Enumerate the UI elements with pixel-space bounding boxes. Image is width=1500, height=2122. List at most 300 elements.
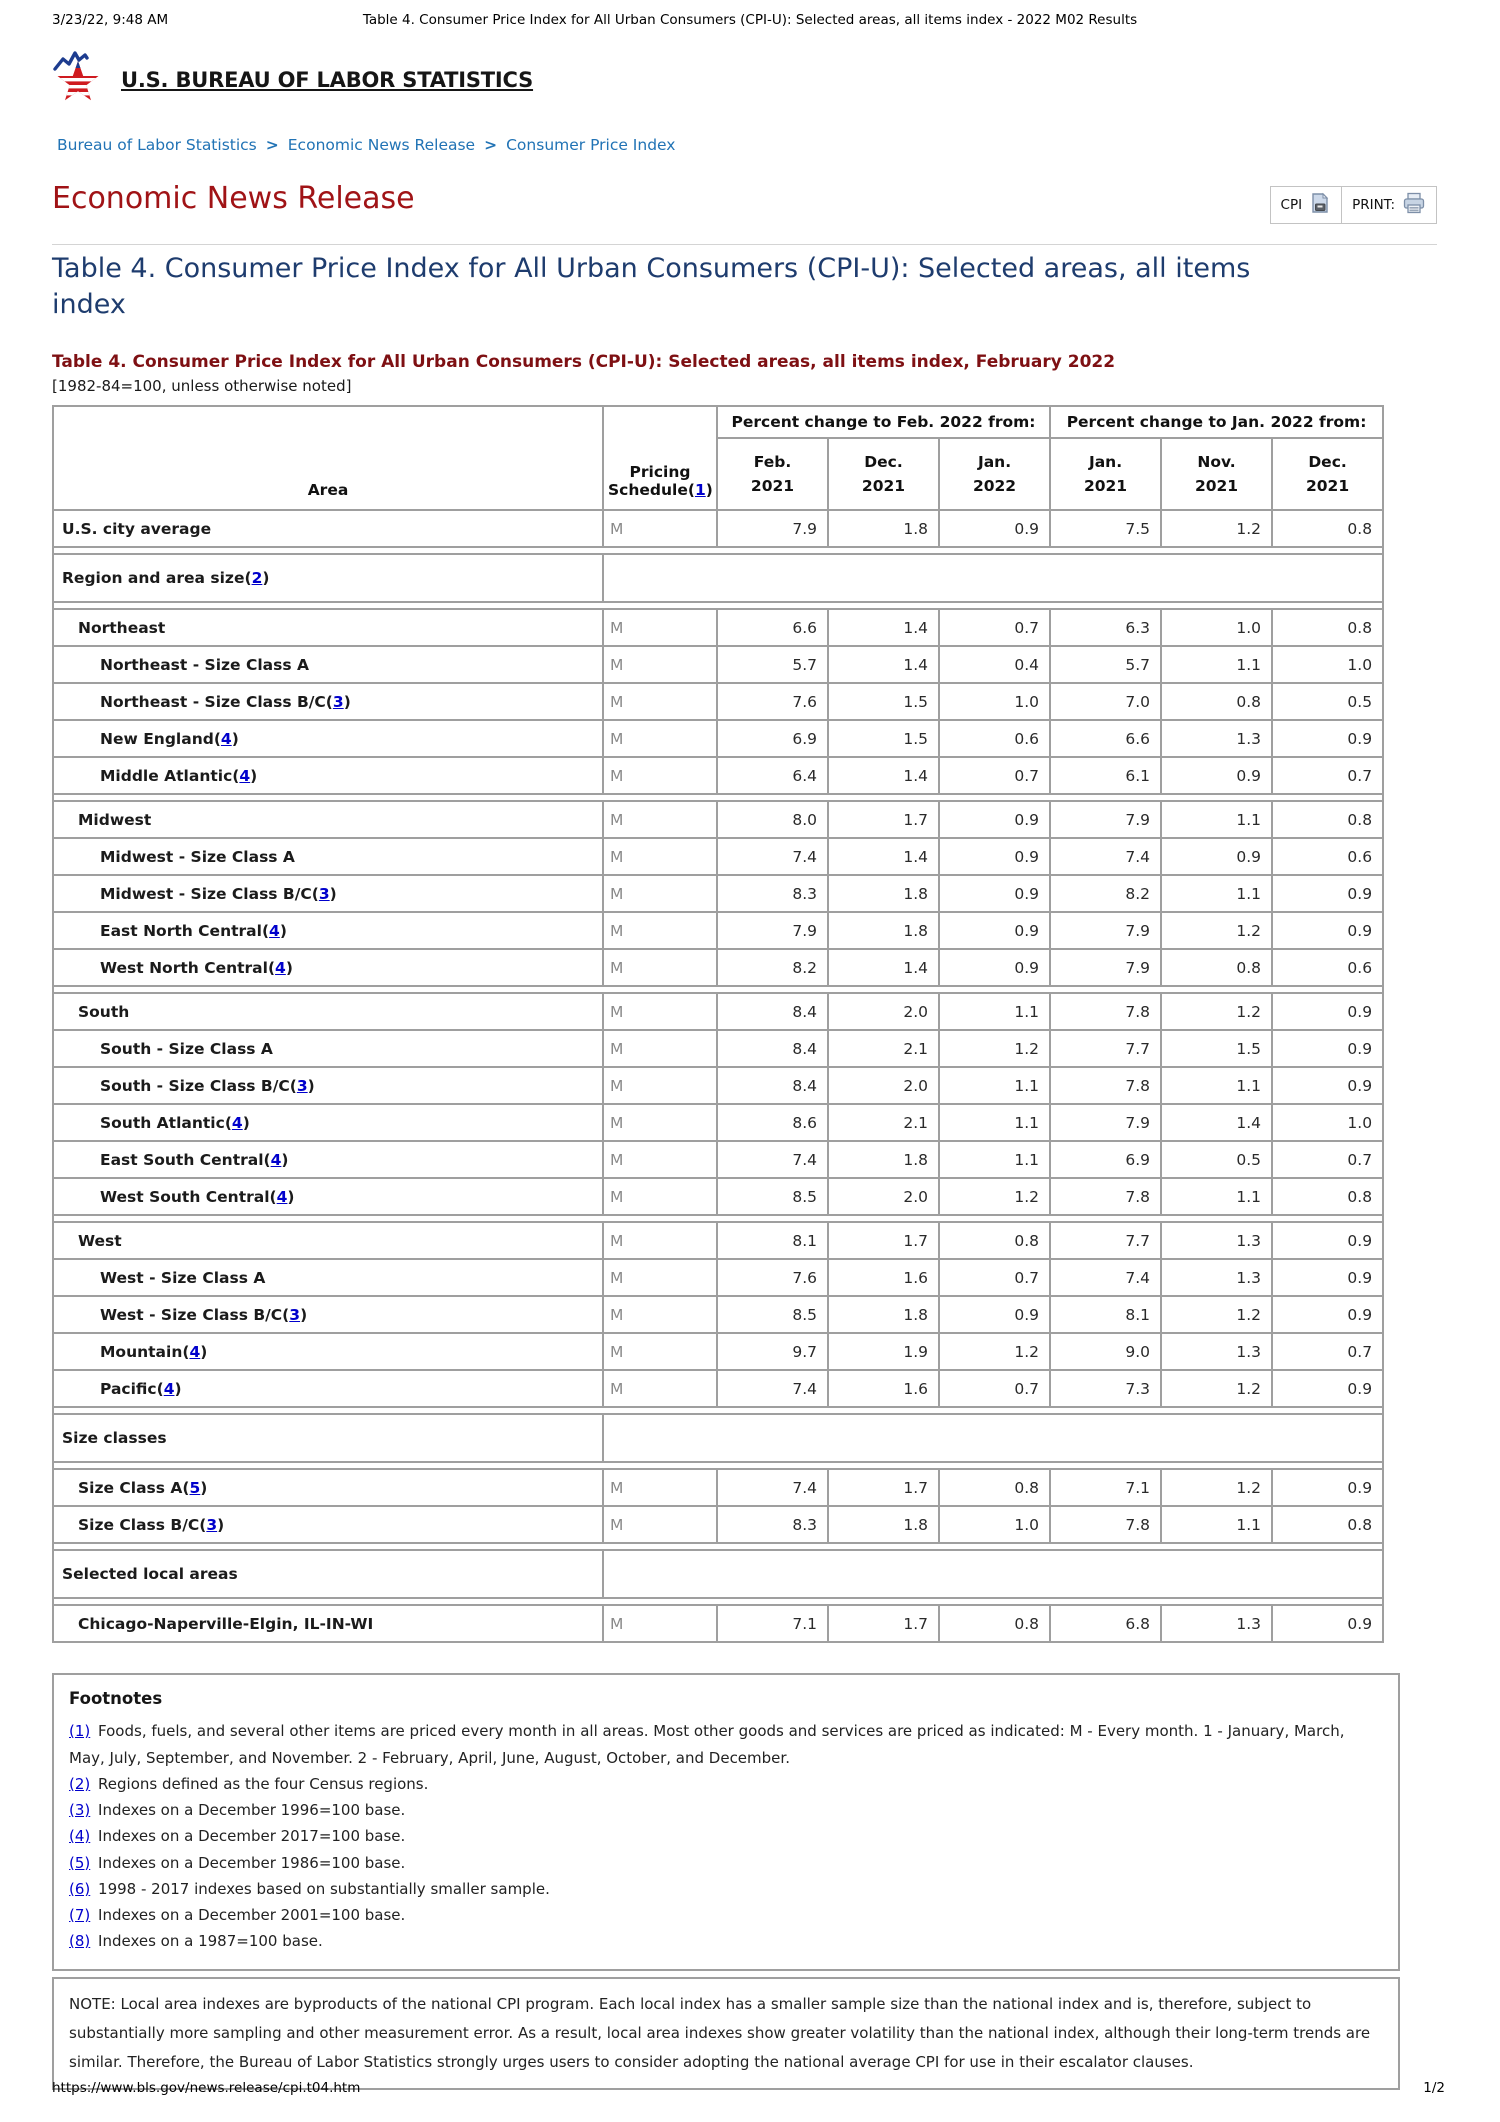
footnote-link[interactable]: 5 — [189, 1478, 201, 1497]
value-cell: 0.9 — [1272, 1222, 1383, 1259]
value-cell: 7.9 — [1050, 949, 1161, 986]
value-cell: 0.8 — [939, 1605, 1050, 1642]
table-head — [53, 406, 1383, 510]
area-label: South — [78, 1002, 130, 1021]
value-cell: 7.9 — [1050, 1104, 1161, 1141]
table-row — [53, 1104, 1383, 1141]
value-cell: 9.7 — [717, 1333, 828, 1370]
area-label: West North Central — [100, 958, 268, 977]
value-cell: 1.0 — [1272, 646, 1383, 683]
footnote-anchor[interactable]: (6) — [69, 1879, 91, 1898]
footnote-anchor[interactable]: (2) — [69, 1774, 91, 1793]
value-cell: 1.6 — [828, 1259, 939, 1296]
spacer-row — [53, 602, 1383, 609]
pricing-schedule-cell: M — [603, 720, 717, 757]
value-cell: 8.4 — [717, 1030, 828, 1067]
page-title: Table 4. Consumer Price Index for All Urban Consumers (CPI-U): Selected areas, all items index — [52, 253, 1251, 320]
table-row — [53, 609, 1383, 646]
value-cell: 2.1 — [828, 1104, 939, 1141]
value-cell: 7.9 — [717, 912, 828, 949]
pricing-schedule-cell: M — [603, 1141, 717, 1178]
section-rule — [52, 244, 1437, 245]
area-label: Midwest — [78, 810, 152, 829]
value-cell: 7.6 — [717, 683, 828, 720]
footnote-link[interactable]: 4 — [275, 958, 286, 977]
cpi-table — [52, 405, 1384, 1643]
value-cell: 0.9 — [939, 801, 1050, 838]
pricing-schedule-cell: M — [603, 875, 717, 912]
pricing-schedule-cell: M — [603, 993, 717, 1030]
value-cell: 6.9 — [1050, 1141, 1161, 1178]
value-cell: 0.9 — [1161, 838, 1272, 875]
area-cell — [53, 609, 603, 646]
section-label-cell — [53, 1414, 603, 1462]
pricing-schedule-cell: M — [603, 1370, 717, 1407]
spacer-cell — [53, 1598, 1383, 1605]
footnote-item — [69, 1823, 1383, 1849]
table-caption: Table 4. Consumer Price Index for All Urban Consumers (CPI-U): Selected areas, all items index, February 2022 — [52, 352, 1116, 372]
table-row — [53, 993, 1383, 1030]
value-cell: 8.3 — [717, 875, 828, 912]
value-cell: 7.4 — [1050, 1259, 1161, 1296]
value-cell: 1.9 — [828, 1333, 939, 1370]
table-row — [53, 1605, 1383, 1642]
value-cell: 0.9 — [939, 838, 1050, 875]
value-cell: 1.3 — [1161, 1222, 1272, 1259]
area-label: U.S. city average — [62, 519, 212, 538]
value-cell: 1.1 — [1161, 1506, 1272, 1543]
value-cell: 5.7 — [1050, 646, 1161, 683]
table-body — [53, 510, 1383, 1642]
print-footer-page: 1/2 — [1423, 2080, 1445, 2096]
content — [52, 352, 1400, 2090]
area-label: East North Central — [100, 921, 262, 940]
area-label: West South Central — [100, 1187, 270, 1206]
area-cell: Northeast - Size Class B/C(3) — [53, 683, 603, 720]
table-row — [53, 801, 1383, 838]
value-cell: 0.8 — [939, 1469, 1050, 1506]
table-row — [53, 1067, 1383, 1104]
value-cell: 1.2 — [1161, 1296, 1272, 1333]
release-title: Economic News Release — [52, 181, 415, 216]
area-label: Northeast - Size Class B/C — [100, 692, 326, 711]
footnote-item — [69, 1902, 1383, 1928]
cpi-button[interactable] — [1271, 187, 1342, 223]
footnote-link[interactable]: 3 — [332, 692, 344, 711]
area-cell — [53, 646, 603, 683]
value-cell: 1.0 — [1272, 1104, 1383, 1141]
value-cell: 1.1 — [1161, 1067, 1272, 1104]
footnote-item — [69, 1718, 1383, 1771]
value-cell: 1.5 — [1161, 1030, 1272, 1067]
area-cell — [53, 510, 603, 547]
value-cell: 8.2 — [1050, 875, 1161, 912]
spacer-row — [53, 1543, 1383, 1550]
value-cell: 0.9 — [939, 510, 1050, 547]
table-row — [53, 912, 1383, 949]
month-column-header: Jan. 2021 — [1050, 438, 1161, 510]
spacer-row — [53, 1407, 1383, 1414]
release-bar — [52, 178, 1437, 230]
value-cell: 8.1 — [1050, 1296, 1161, 1333]
table-row — [53, 646, 1383, 683]
print-header-title: Table 4. Consumer Price Index for All Urban Consumers (CPI-U): Selected areas, all items index - 2022 M02 Results — [362, 12, 1138, 28]
value-cell: 1.8 — [828, 1506, 939, 1543]
value-cell: 0.9 — [939, 875, 1050, 912]
value-cell: 8.4 — [717, 993, 828, 1030]
note-box — [52, 1977, 1400, 2091]
value-cell: 2.1 — [828, 1030, 939, 1067]
pricing-schedule-cell: M — [603, 1506, 717, 1543]
spacer-row — [53, 986, 1383, 993]
footnote-item — [69, 1797, 1383, 1823]
table-row — [53, 1469, 1383, 1506]
pricing-schedule-cell: M — [603, 1333, 717, 1370]
area-label: Middle Atlantic — [100, 766, 233, 785]
area-cell: West South Central(4) — [53, 1178, 603, 1215]
footnotes-list — [69, 1718, 1383, 1954]
value-cell: 1.3 — [1161, 1259, 1272, 1296]
table-row — [53, 510, 1383, 547]
breadcrumb-separator: > — [484, 136, 498, 154]
value-cell: 1.8 — [828, 1296, 939, 1333]
value-cell: 0.6 — [1272, 838, 1383, 875]
value-cell: 1.2 — [1161, 993, 1272, 1030]
value-cell: 7.4 — [1050, 838, 1161, 875]
value-cell: 0.8 — [1272, 801, 1383, 838]
value-cell: 1.1 — [1161, 801, 1272, 838]
pricing-schedule-cell: M — [603, 757, 717, 794]
value-cell: 0.8 — [939, 1222, 1050, 1259]
footnote-link[interactable]: 4 — [163, 1379, 175, 1398]
spacer-cell — [53, 794, 1383, 801]
value-cell: 0.8 — [1272, 609, 1383, 646]
area-label: Northeast — [78, 618, 166, 637]
value-cell: 1.1 — [1161, 875, 1272, 912]
value-cell: 2.0 — [828, 993, 939, 1030]
print-label: PRINT: — [1352, 197, 1395, 213]
footnote-item — [69, 1876, 1383, 1902]
value-cell: 0.9 — [1272, 1030, 1383, 1067]
value-cell: 8.0 — [717, 801, 828, 838]
value-cell: 7.4 — [717, 1469, 828, 1506]
value-cell: 1.1 — [1161, 1178, 1272, 1215]
value-cell: 8.3 — [717, 1506, 828, 1543]
value-cell: 6.3 — [1050, 609, 1161, 646]
value-cell: 0.7 — [1272, 757, 1383, 794]
footnote-anchor[interactable]: (7) — [69, 1906, 91, 1924]
section-label: Size classes — [62, 1429, 167, 1448]
footnote-text: Indexes on a December 2017=100 base. — [98, 1827, 406, 1846]
footnote-anchor[interactable]: (8) — [69, 1932, 91, 1951]
spacer-row — [53, 1598, 1383, 1605]
area-cell — [53, 993, 603, 1030]
value-cell: 1.2 — [1161, 1469, 1272, 1506]
toolbox — [1270, 186, 1437, 224]
printer-icon — [1402, 192, 1426, 218]
value-cell: 7.5 — [1050, 510, 1161, 547]
area-cell: South - Size Class B/C(3) — [53, 1067, 603, 1104]
footnote-link[interactable]: 4 — [269, 921, 280, 940]
value-cell: 0.8 — [1161, 683, 1272, 720]
value-cell: 6.4 — [717, 757, 828, 794]
area-label: Chicago-Naperville-Elgin, IL-IN-WI — [78, 1614, 374, 1633]
area-label: South - Size Class A — [100, 1039, 273, 1058]
table-row — [53, 1030, 1383, 1067]
spacer-row — [53, 547, 1383, 554]
table-row — [53, 875, 1383, 912]
value-cell: 7.1 — [717, 1605, 828, 1642]
area-label: West - Size Class A — [100, 1268, 266, 1287]
value-cell: 6.6 — [1050, 720, 1161, 757]
table-row — [53, 1370, 1383, 1407]
value-cell: 1.2 — [939, 1178, 1050, 1215]
pricing-schedule-cell: M — [603, 1067, 717, 1104]
value-cell: 0.7 — [939, 1370, 1050, 1407]
pricing-schedule-cell: M — [603, 1605, 717, 1642]
note-text: NOTE: Local area indexes are byproducts of the national CPI program. Each local index has a smaller sample size than the national index and is, therefore, subject to substantially more sampling and other measurement error. As a result, local area indexes show greater volatility than the national index, although their long-term trends are similar. Therefore, the Bureau of Labor Statistics strongly urges users to consider adopting the national average CPI for use in their escalator clauses. — [69, 1994, 1371, 2071]
value-cell: 0.9 — [1272, 1469, 1383, 1506]
print-header-datetime: 3/23/22, 9:48 AM — [52, 12, 169, 28]
month-column-header: Jan. 2022 — [939, 438, 1050, 510]
value-cell: 0.6 — [939, 720, 1050, 757]
section-row — [53, 1414, 1383, 1462]
pct-change-jan-header: Percent change to Jan. 2022 from: — [1050, 406, 1383, 438]
table-row — [53, 1506, 1383, 1543]
value-cell: 1.0 — [939, 1506, 1050, 1543]
value-cell: 7.8 — [1050, 1178, 1161, 1215]
value-cell: 0.5 — [1272, 683, 1383, 720]
spacer-row — [53, 794, 1383, 801]
footnote-item — [69, 1771, 1383, 1797]
section-empty-cell — [603, 554, 1383, 602]
value-cell: 1.5 — [828, 683, 939, 720]
pricing-schedule-cell: M — [603, 801, 717, 838]
spacer-row — [53, 1215, 1383, 1222]
value-cell: 7.6 — [717, 1259, 828, 1296]
value-cell: 7.8 — [1050, 1067, 1161, 1104]
value-cell: 7.4 — [717, 1370, 828, 1407]
area-label: Midwest - Size Class A — [100, 847, 295, 866]
value-cell: 7.1 — [1050, 1469, 1161, 1506]
footnote-link[interactable]: 4 — [220, 729, 232, 748]
value-cell: 0.4 — [939, 646, 1050, 683]
value-cell: 0.7 — [939, 757, 1050, 794]
value-cell: 1.8 — [828, 510, 939, 547]
section-empty-cell — [603, 1414, 1383, 1462]
area-cell: New England(4) — [53, 720, 603, 757]
footnote-item — [69, 1850, 1383, 1876]
area-cell — [53, 1030, 603, 1067]
table-row — [53, 757, 1383, 794]
area-label: Pacific — [100, 1379, 157, 1398]
footnote-link[interactable]: 4 — [276, 1187, 288, 1206]
footnote-link[interactable]: 3 — [289, 1305, 301, 1324]
area-cell: Size Class A(5) — [53, 1469, 603, 1506]
value-cell: 1.4 — [828, 838, 939, 875]
value-cell: 1.4 — [828, 646, 939, 683]
breadcrumb-link[interactable]: Bureau of Labor Statistics — [57, 136, 257, 154]
table-row — [53, 720, 1383, 757]
footnote-link[interactable]: 4 — [231, 1113, 243, 1132]
print-button[interactable] — [1341, 187, 1436, 223]
area-label: Northeast - Size Class A — [100, 655, 309, 674]
value-cell: 0.9 — [1272, 1605, 1383, 1642]
value-cell: 1.2 — [1161, 912, 1272, 949]
agency-link[interactable]: U.S. BUREAU OF LABOR STATISTICS — [121, 68, 534, 92]
area-label: Mountain — [100, 1342, 183, 1361]
section-row — [53, 1550, 1383, 1598]
section-label-cell: Region and area size(2) — [53, 554, 603, 602]
value-cell: 1.7 — [828, 1222, 939, 1259]
value-cell: 7.4 — [717, 1141, 828, 1178]
value-cell: 0.9 — [1272, 875, 1383, 912]
area-label: Size Class A — [78, 1478, 183, 1497]
value-cell: 0.8 — [1272, 1506, 1383, 1543]
value-cell: 0.7 — [1272, 1141, 1383, 1178]
pricing-schedule-cell: M — [603, 1030, 717, 1067]
footnote-anchor[interactable]: (4) — [69, 1827, 91, 1846]
footnote-link[interactable]: 4 — [239, 766, 251, 785]
area-cell: Mountain(4) — [53, 1333, 603, 1370]
spacer-cell — [53, 602, 1383, 609]
pricing-schedule-cell: M — [603, 1178, 717, 1215]
value-cell: 0.9 — [1272, 720, 1383, 757]
pricing-schedule-cell: M — [603, 683, 717, 720]
value-cell: 0.8 — [1272, 510, 1383, 547]
value-cell: 1.1 — [1161, 646, 1272, 683]
value-cell: 7.8 — [1050, 1506, 1161, 1543]
footnote-link[interactable]: 3 — [296, 1076, 308, 1095]
month-column-header: Dec. 2021 — [828, 438, 939, 510]
value-cell: 1.0 — [1161, 609, 1272, 646]
value-cell: 8.2 — [717, 949, 828, 986]
value-cell: 0.9 — [1272, 1370, 1383, 1407]
breadcrumb-separator: > — [265, 136, 279, 154]
breadcrumb-link[interactable]: Consumer Price Index — [506, 136, 676, 154]
section-label: Selected local areas — [62, 1565, 238, 1584]
footnote-anchor[interactable]: (5) — [69, 1853, 91, 1872]
pricing-schedule-header: Pricing Schedule(1) — [603, 406, 717, 510]
value-cell: 1.7 — [828, 1469, 939, 1506]
pricing-schedule-cell: M — [603, 1469, 717, 1506]
value-cell: 7.3 — [1050, 1370, 1161, 1407]
table-row — [53, 838, 1383, 875]
value-cell: 1.8 — [828, 875, 939, 912]
area-label: Size Class B/C — [78, 1515, 200, 1534]
value-cell: 8.5 — [717, 1296, 828, 1333]
value-cell: 6.9 — [717, 720, 828, 757]
value-cell: 7.7 — [1050, 1030, 1161, 1067]
footnote-text: Indexes on a 1987=100 base. — [98, 1932, 323, 1951]
footnote-link[interactable]: 4 — [270, 1150, 282, 1169]
value-cell: 2.0 — [828, 1067, 939, 1104]
footnote-link[interactable]: 3 — [318, 884, 330, 903]
area-label: New England — [100, 729, 214, 748]
area-cell: West North Central(4) — [53, 949, 603, 986]
value-cell: 0.8 — [1272, 1178, 1383, 1215]
pricing-schedule-cell: M — [603, 1296, 717, 1333]
value-cell: 7.9 — [1050, 801, 1161, 838]
area-cell: Middle Atlantic(4) — [53, 757, 603, 794]
area-cell: South Atlantic(4) — [53, 1104, 603, 1141]
footnote-link[interactable]: 3 — [206, 1515, 218, 1534]
area-cell — [53, 1605, 603, 1642]
value-cell: 1.8 — [828, 912, 939, 949]
value-cell: 0.9 — [1272, 993, 1383, 1030]
spacer-cell — [53, 547, 1383, 554]
pricing-schedule-cell: M — [603, 912, 717, 949]
month-column-header: Nov. 2021 — [1161, 438, 1272, 510]
value-cell: 1.1 — [939, 1067, 1050, 1104]
value-cell: 9.0 — [1050, 1333, 1161, 1370]
breadcrumb-link[interactable]: Economic News Release — [287, 136, 476, 154]
value-cell: 1.2 — [1161, 1370, 1272, 1407]
value-cell: 1.3 — [1161, 1605, 1272, 1642]
area-cell: Midwest - Size Class B/C(3) — [53, 875, 603, 912]
value-cell: 0.9 — [1272, 1067, 1383, 1104]
pricing-schedule-cell: M — [603, 609, 717, 646]
area-cell: East North Central(4) — [53, 912, 603, 949]
value-cell: 0.7 — [939, 609, 1050, 646]
footnote-link[interactable]: 4 — [189, 1342, 201, 1361]
pct-change-feb-header: Percent change to Feb. 2022 from: — [717, 406, 1050, 438]
value-cell: 6.8 — [1050, 1605, 1161, 1642]
value-cell: 6.1 — [1050, 757, 1161, 794]
value-cell: 1.4 — [828, 757, 939, 794]
area-label: Midwest - Size Class B/C — [100, 884, 312, 903]
value-cell: 0.9 — [939, 1296, 1050, 1333]
value-cell: 7.9 — [717, 510, 828, 547]
value-cell: 0.8 — [1161, 949, 1272, 986]
value-cell: 0.9 — [1272, 1259, 1383, 1296]
footnote-anchor[interactable]: (3) — [69, 1801, 91, 1819]
value-cell: 6.6 — [717, 609, 828, 646]
value-cell: 1.1 — [939, 993, 1050, 1030]
value-cell: 1.7 — [828, 1605, 939, 1642]
value-cell: 1.5 — [828, 720, 939, 757]
pricing-schedule-cell: M — [603, 1259, 717, 1296]
value-cell: 1.3 — [1161, 720, 1272, 757]
pricing-schedule-cell: M — [603, 949, 717, 986]
masthead — [52, 50, 533, 110]
area-label: South - Size Class B/C — [100, 1076, 290, 1095]
footnote-text: 1998 - 2017 indexes based on substantially smaller sample. — [98, 1879, 550, 1898]
spacer-row — [53, 1462, 1383, 1469]
value-cell: 1.0 — [939, 683, 1050, 720]
area-cell — [53, 1222, 603, 1259]
value-cell: 1.4 — [828, 949, 939, 986]
footnote-link[interactable]: 1 — [694, 481, 706, 500]
value-cell: 0.7 — [1272, 1333, 1383, 1370]
footnote-text: Indexes on a December 1996=100 base. — [98, 1801, 406, 1819]
value-cell: 0.7 — [939, 1259, 1050, 1296]
value-cell: 0.9 — [1272, 1296, 1383, 1333]
pricing-schedule-cell: M — [603, 510, 717, 547]
bls-logo-icon — [52, 50, 104, 110]
value-cell: 7.0 — [1050, 683, 1161, 720]
area-cell — [53, 838, 603, 875]
pricing-schedule-cell: M — [603, 1104, 717, 1141]
area-label: South Atlantic — [100, 1113, 225, 1132]
value-cell: 1.2 — [939, 1030, 1050, 1067]
save-disk-icon — [1309, 192, 1331, 218]
table-row — [53, 1259, 1383, 1296]
area-cell: East South Central(4) — [53, 1141, 603, 1178]
footnote-anchor[interactable]: (1) — [69, 1722, 91, 1741]
footnote-text: Indexes on a December 1986=100 base. — [98, 1853, 406, 1872]
footnote-link[interactable]: 2 — [251, 569, 263, 588]
